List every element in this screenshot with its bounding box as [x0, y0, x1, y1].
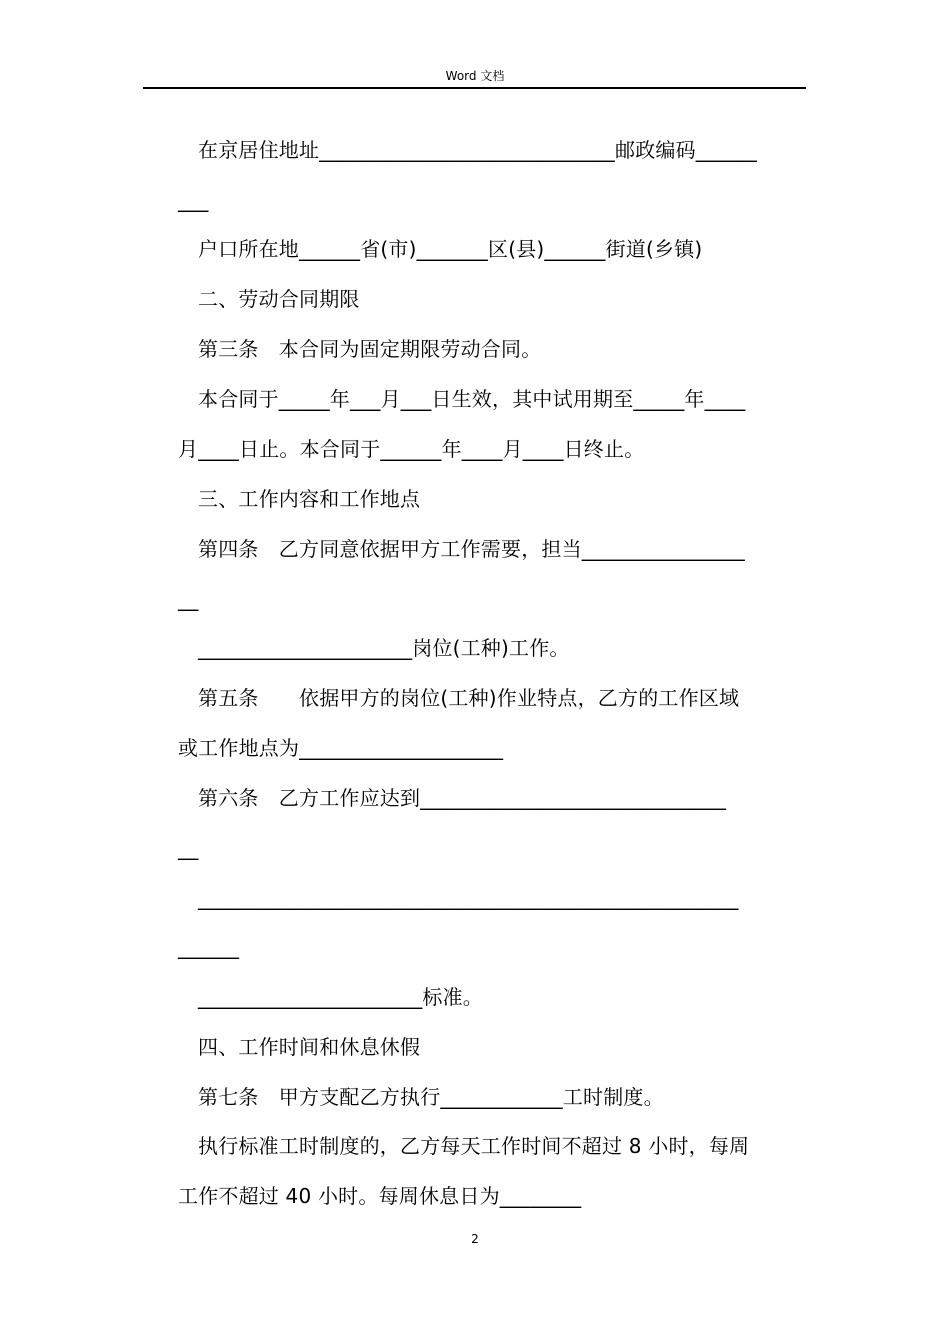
article-6-blank-line: _____________________________________________________	[198, 886, 739, 910]
section-heading-working-hours: 四、工作时间和休息休假	[198, 1035, 421, 1059]
standard-hours-line-cont: 工作不超过 40 小时。每周休息日为________	[178, 1184, 582, 1208]
article-5-cont: 或工作地点为____________________	[178, 736, 504, 760]
standard-hours-line: 执行标准工时制度的，乙方每天工作时间不超过 8 小时，每周	[198, 1134, 750, 1158]
article-4: 第四条 乙方同意依据甲方工作需要，担当________________	[198, 537, 745, 561]
section-heading-contract-term: 二、劳动合同期限	[198, 287, 360, 311]
contract-dates-line: 本合同于_____年___月___日生效，其中试用期至_____年____	[198, 387, 746, 411]
household-register-line: 户口所在地______省(市)_______区(县)______街道(乡镇)	[198, 237, 703, 261]
article-6: 第六条 乙方工作应达到______________________________	[198, 786, 727, 810]
article-4-position-line: _____________________岗位(工种)工作。	[198, 636, 570, 660]
article-6-cont: __	[178, 836, 199, 860]
article-6-standard-line: ______________________标准。	[198, 985, 483, 1009]
page-number: 2	[471, 1232, 479, 1246]
article-3: 第三条 本合同为固定期限劳动合同。	[198, 337, 542, 361]
article-7: 第七条 甲方支配乙方执行____________工时制度。	[198, 1085, 664, 1109]
section-heading-work-content: 三、工作内容和工作地点	[198, 487, 421, 511]
page-header-title: Word 文档	[445, 69, 505, 83]
residence-address-line: 在京居住地址_____________________________邮政编码______	[198, 138, 757, 162]
contract-dates-line-cont: 月____日止。本合同于______年____月____日终止。	[178, 437, 645, 461]
header-divider	[143, 87, 806, 89]
article-6-blank-line-cont: ______	[178, 935, 240, 959]
article-4-cont: __	[178, 587, 199, 611]
residence-address-line-cont: ___	[178, 188, 209, 212]
article-5: 第五条 依据甲方的岗位(工种)作业特点，乙方的工作区域	[198, 686, 740, 710]
